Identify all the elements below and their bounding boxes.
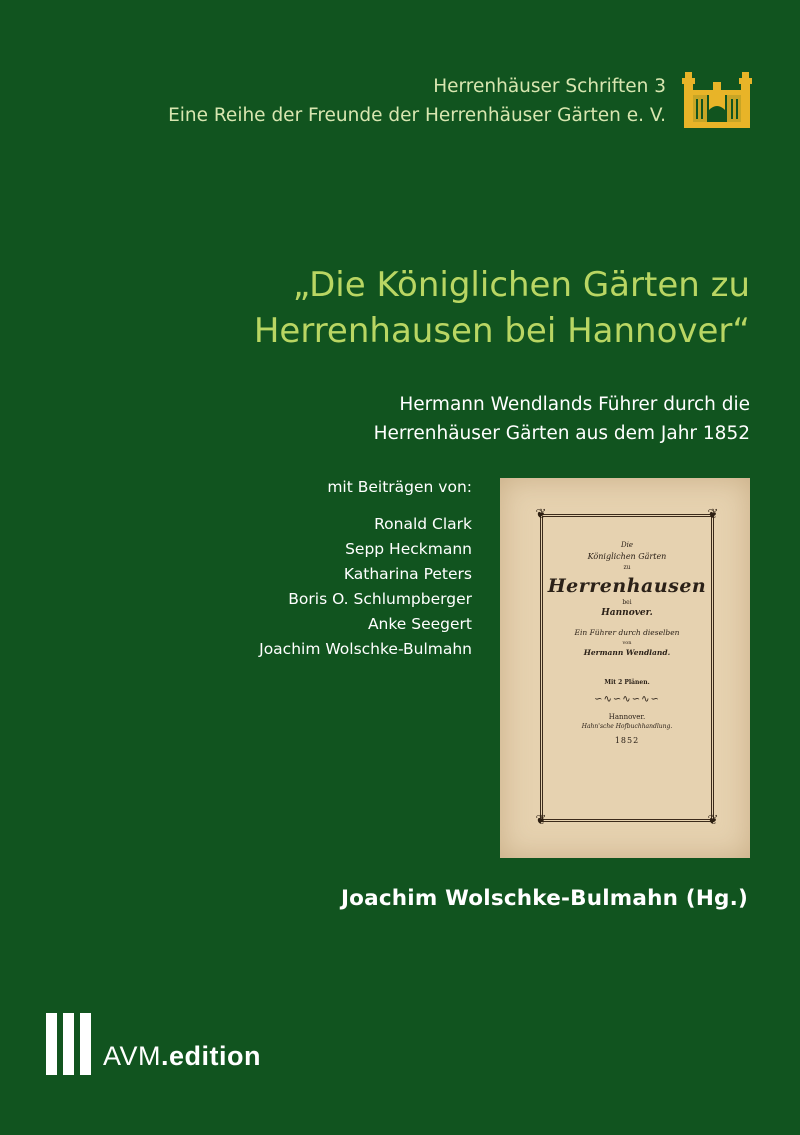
- ornamental-frame: [535, 507, 719, 828]
- book-subtitle-line-1: Hermann Wendlands Führer durch die: [399, 394, 750, 415]
- series-description: Eine Reihe der Freunde der Herrenhäuser Gärten e. V.: [168, 105, 666, 126]
- herrenhausen-gate-logo-icon: [682, 70, 752, 130]
- publisher-name: [103, 1041, 261, 1072]
- title-page-die: Die: [621, 541, 633, 549]
- editor-name: Joachim Wolschke-Bulmahn (Hg.): [340, 886, 748, 911]
- title-page-gaerten: Königlichen Gärten: [587, 552, 667, 561]
- book-title-line-1: „Die Königlichen Gärten zu: [292, 265, 750, 305]
- corner-ornament-icon: ❦: [535, 507, 547, 522]
- series-info: [168, 72, 666, 130]
- publisher-suffix: .edition: [161, 1041, 262, 1071]
- title-page-fuehrer: Ein Führer durch dieselben: [574, 628, 680, 637]
- title-page-hannover: Hannover.: [601, 608, 653, 618]
- title-page-plans: Mit 2 Plänen.: [604, 679, 650, 686]
- book-title-line-2: Herrenhausen bei Hannover“: [253, 311, 750, 351]
- historic-title-page-image: [500, 478, 750, 858]
- title-page-herrenhausen: Herrenhausen: [547, 575, 707, 597]
- contributor-name: Joachim Wolschke-Bulmahn: [259, 640, 472, 658]
- contributor-name: Anke Seegert: [367, 615, 472, 633]
- title-page-author: Hermann Wendland.: [583, 648, 671, 657]
- corner-ornament-icon: ❦: [707, 813, 719, 828]
- contributor-name: Katharina Peters: [343, 565, 472, 583]
- publisher-logo-icon: [46, 1013, 91, 1075]
- title-page-city: Hannover.: [608, 713, 646, 721]
- series-title: Herrenhäuser Schriften 3: [433, 76, 666, 97]
- contributors-heading: mit Beiträgen von:: [327, 478, 472, 496]
- contributor-name: Boris O. Schlumpberger: [288, 590, 472, 608]
- title-page-von: von: [622, 640, 632, 646]
- title-page-publisher: Hahn'sche Hofbuchhandlung.: [581, 723, 673, 730]
- corner-ornament-icon: ❦: [535, 813, 547, 828]
- title-page-text: [543, 527, 711, 745]
- book-subtitle: [374, 390, 750, 448]
- contributor-name: Ronald Clark: [374, 515, 472, 533]
- title-page-ornament: ∽∿∽∿∽∿∽: [594, 694, 660, 705]
- corner-ornament-icon: ❦: [707, 507, 719, 522]
- title-page-bei: bei: [622, 599, 632, 606]
- publisher-prefix: AVM: [103, 1041, 162, 1071]
- contributors-list: [259, 512, 472, 662]
- title-page-zu: zu: [623, 564, 631, 571]
- contributor-name: Sepp Heckmann: [345, 540, 472, 558]
- book-title: [254, 262, 750, 354]
- title-page-year: 1852: [614, 736, 640, 745]
- book-subtitle-line-2: Herrenhäuser Gärten aus dem Jahr 1852: [373, 423, 750, 444]
